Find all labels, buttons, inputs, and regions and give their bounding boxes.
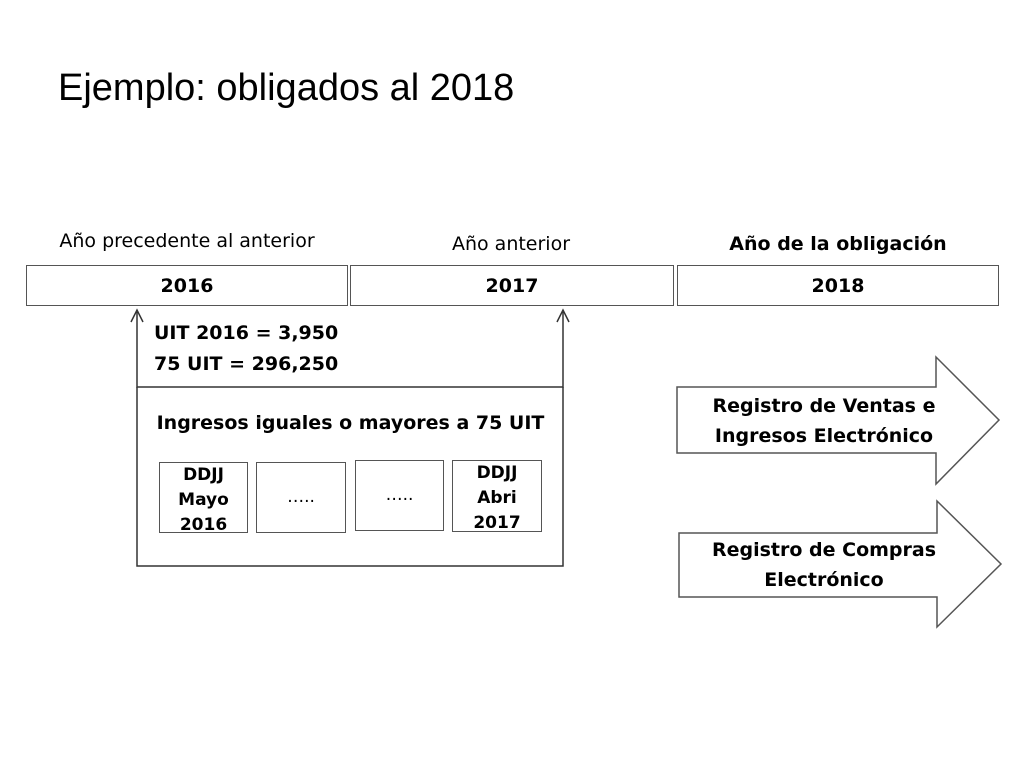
registro-ventas-text: Registro de Ventas e Ingresos Electrónico xyxy=(712,395,936,447)
year-box-2018: 2018 xyxy=(677,265,999,306)
column-label-anterior: Año anterior xyxy=(451,233,571,255)
column-label-obligacion: Año de la obligación xyxy=(729,233,947,255)
ddjj-box-mayo-2016: DDJJ Mayo 2016 xyxy=(159,462,248,533)
uit-threshold-line: 75 UIT = 296,250 xyxy=(154,353,339,375)
ingresos-label: Ingresos iguales o mayores a 75 UIT xyxy=(156,412,545,434)
registro-compras-text: Registro de Compras Electrónico xyxy=(711,539,937,591)
year-box-2016: 2016 xyxy=(26,265,348,306)
column-label-precedente: Año precedente al anterior xyxy=(59,230,315,252)
page-title: Ejemplo: obligados al 2018 xyxy=(58,67,515,109)
ddjj-box-abril-2017: DDJJ Abri 2017 xyxy=(452,460,542,532)
uit-value-line: UIT 2016 = 3,950 xyxy=(154,322,339,344)
ddjj-box-ellipsis-2: ….. xyxy=(355,460,444,531)
year-box-2017: 2017 xyxy=(350,265,674,306)
ddjj-box-ellipsis-1: ….. xyxy=(256,462,346,533)
